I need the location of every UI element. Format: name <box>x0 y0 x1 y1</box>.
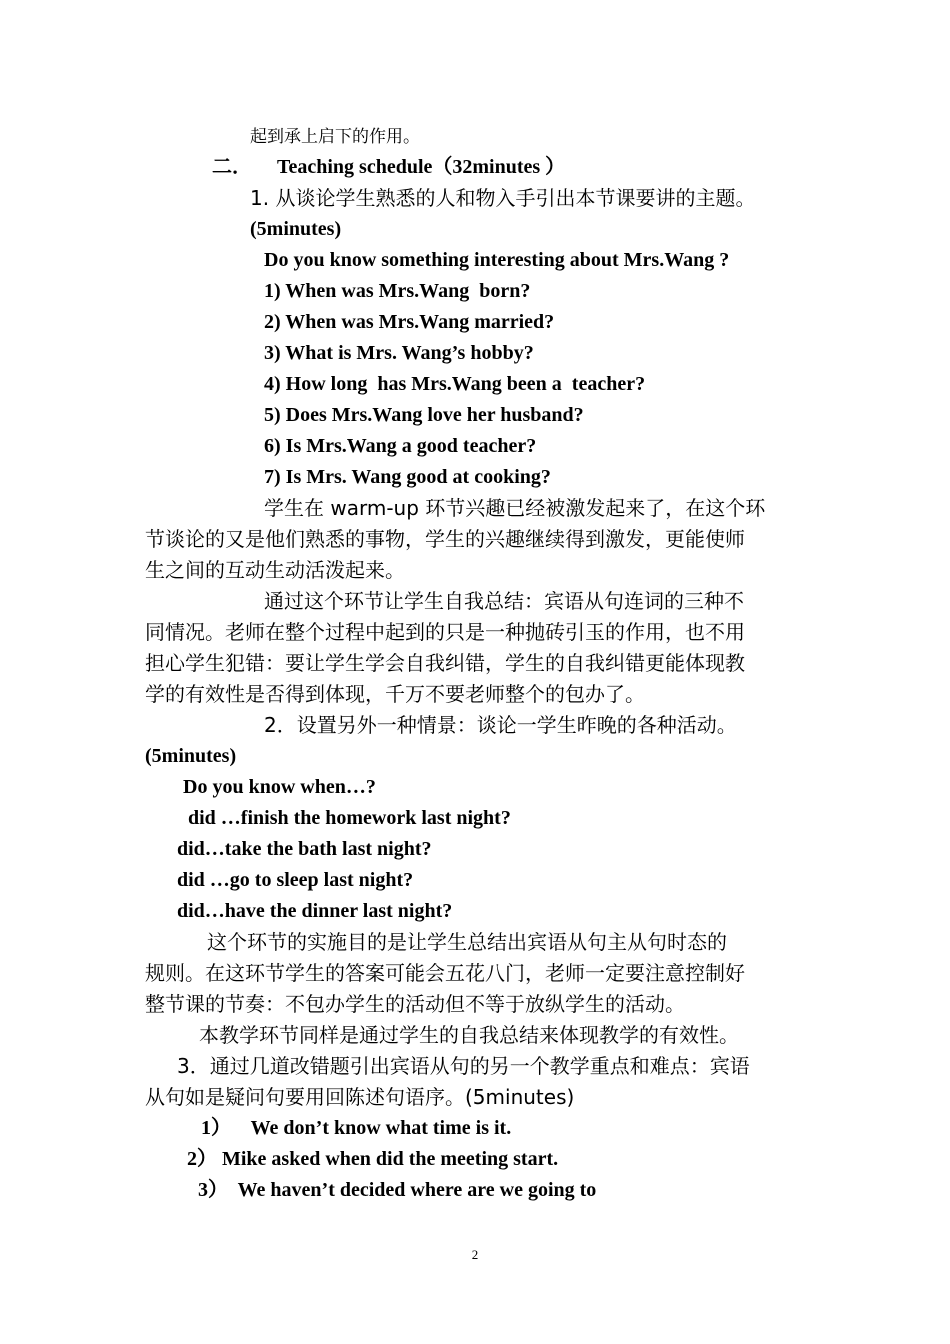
step-3-heading-line-2: 从句如是疑问句要用回陈述句语序。(5minutes) <box>145 1085 575 1109</box>
step-2-question-2: did…take the bath last night? <box>177 838 432 860</box>
question-6: 6) Is Mrs.Wang a good teacher? <box>264 435 537 457</box>
step-2-question-3: did …go to sleep last night? <box>177 869 414 891</box>
paragraph-3-line-1: 这个环节的实施目的是让学生总结出宾语从句主从句时态的 <box>207 930 727 954</box>
paragraph-4-line-1: 本教学环节同样是通过学生的自我总结来体现教学的有效性。 <box>199 1023 739 1047</box>
text-line-1: 起到承上启下的作用。 <box>250 127 420 147</box>
section-heading-teaching-schedule: 二． Teaching schedule（32minutes ） <box>212 156 566 178</box>
paragraph-3-line-3: 整节课的节奏：不包办学生的活动但不等于放纵学生的活动。 <box>145 992 685 1016</box>
paragraph-3-line-2: 规则。在这环节学生的答案可能会五花八门，老师一定要注意控制好 <box>145 961 745 985</box>
paragraph-1-line-3: 生之间的互动生动活泼起来。 <box>145 558 405 582</box>
correction-item-1: 1） We don’t know what time is it. <box>201 1117 512 1139</box>
step-1-heading: 1. 从谈论学生熟悉的人和物入手引出本节课要讲的主题。 <box>250 186 756 210</box>
step-2-question-1: did …finish the homework last night? <box>188 807 511 829</box>
step-2-heading: 2．设置另外一种情景：谈论一学生昨晚的各种活动。 <box>264 713 737 737</box>
paragraph-2-line-4: 学的有效性是否得到体现，千万不要老师整个的包办了。 <box>145 682 645 706</box>
step-2-question-4: did…have the dinner last night? <box>177 900 453 922</box>
paragraph-1-line-1: 学生在 warm-up 环节兴趣已经被激发起来了，在这个环 <box>264 496 766 520</box>
paragraph-1-line-2: 节谈论的又是他们熟悉的事物，学生的兴趣继续得到激发，更能使师 <box>145 527 745 551</box>
step-3-heading-line-1: 3．通过几道改错题引出宾语从句的另一个教学重点和难点：宾语 <box>177 1054 750 1078</box>
paragraph-2-line-3: 担心学生犯错：要让学生学会自我纠错，学生的自我纠错更能体现教 <box>145 651 745 675</box>
step-2-duration: (5minutes) <box>145 745 237 767</box>
page-number: 2 <box>471 1247 479 1262</box>
question-3: 3) What is Mrs. Wang’s hobby? <box>264 342 534 364</box>
step-1-duration: (5minutes) <box>250 218 342 240</box>
question-1: 1) When was Mrs.Wang born? <box>264 280 531 302</box>
correction-item-3: 3） We haven’t decided where are we going to <box>198 1179 597 1201</box>
question-7: 7) Is Mrs. Wang good at cooking? <box>264 466 551 488</box>
paragraph-2-line-1: 通过这个环节让学生自我总结：宾语从句连词的三种不 <box>264 589 744 613</box>
question-5: 5) Does Mrs.Wang love her husband? <box>264 404 584 426</box>
question-intro: Do you know something interesting about Mrs.Wang ? <box>264 249 730 271</box>
paragraph-2-line-2: 同情况。老师在整个过程中起到的只是一种抛砖引玉的作用，也不用 <box>145 620 745 644</box>
question-4: 4) How long has Mrs.Wang been a teacher? <box>264 373 646 395</box>
correction-item-2: 2） Mike asked when did the meeting start. <box>187 1148 559 1170</box>
question-2: 2) When was Mrs.Wang married? <box>264 311 555 333</box>
step-2-question-intro: Do you know when…? <box>183 776 376 798</box>
